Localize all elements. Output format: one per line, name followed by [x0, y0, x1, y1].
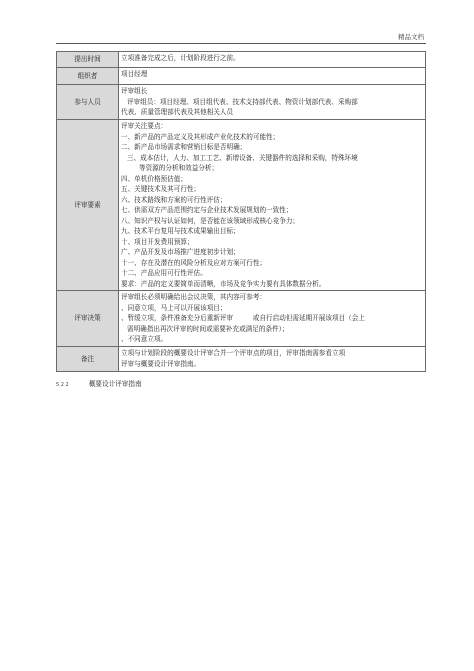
- row-line: 代表、质量管理部代表及其他相关人员: [121, 108, 234, 116]
- row-line: 要求：产品的定义要简单而清晰，市场及竞争实力要有具体数据分析。: [121, 279, 326, 288]
- row-line: 等资源的分析和效益分析；: [139, 164, 219, 172]
- doc-label: 精品文档: [398, 33, 424, 41]
- table-row: [57, 120, 426, 291]
- row-content: [119, 52, 426, 68]
- table-row: [57, 85, 426, 120]
- row-line: 广、产品开发及市场推广进度初步计划；: [121, 248, 240, 256]
- row-content: [119, 347, 426, 372]
- header-rule: [56, 43, 426, 44]
- row-line: 项目经理: [121, 70, 148, 78]
- section-number: 5 2 2: [56, 382, 69, 388]
- review-table: [56, 51, 426, 372]
- row-line: 评审关注要点：: [121, 122, 168, 130]
- row-line: 五、关键技术及其可行性；: [121, 185, 201, 193]
- table-row: [57, 52, 426, 68]
- row-content: [119, 68, 426, 85]
- row-line: 评审与概要设计评审指南。: [121, 359, 201, 368]
- row-line: 评审组长: [121, 87, 148, 95]
- row-line: 一、新产品的产品定义及其形成产业化技术的可能性；: [121, 132, 280, 141]
- row-line: 评审组长必须明确给出会议决策，其内容可参考：: [121, 293, 267, 301]
- row-line: 立项准备完成之后，计划阶段进行之前。: [121, 54, 240, 62]
- row-label: 组织者: [57, 68, 119, 85]
- table-row: [57, 291, 426, 347]
- row-content: [119, 120, 426, 291]
- row-label: 备注: [57, 347, 119, 372]
- row-line: 八、知识产权与认证如何，是否能在该领域形成核心竞争力；: [121, 216, 300, 225]
- row-line: 七、供需双方产品范围约定与企业技术发展规划的一致性；: [121, 206, 293, 214]
- row-content: [119, 291, 426, 347]
- row-line: 九、技术平台复用与技术成果输出目标；: [121, 227, 240, 235]
- row-line: 需明确指出再次评审的时间或需要补充或满足的条件）；: [127, 324, 289, 333]
- row-line: 十二、产品应用可行性评估。: [121, 269, 207, 277]
- row-line: 二、新产品市场需求和营销目标是否明确；: [121, 143, 247, 151]
- row-line: 十、项目开发费用预算；: [121, 237, 194, 246]
- row-line: 评审组员：项目经理、项目组代表、技术支持部代表、物资计划部代表、采购部: [127, 97, 358, 106]
- row-line: 、不同意立项。: [121, 335, 168, 343]
- row-line: 、暂缓立项，条件准备充分后重新评审 或自行启动但需延期开展该项目（会上: [121, 314, 365, 322]
- row-line: 立项与计划阶段的概要设计评审合并一个评审点的项目，评审指南需参看立项: [121, 349, 346, 357]
- section-title: 概要设计评审指南: [88, 380, 142, 388]
- row-content: [119, 85, 426, 120]
- table-row: [57, 347, 426, 372]
- row-label: 参与人员: [57, 85, 119, 120]
- section-footnote: [56, 378, 142, 388]
- row-label: 提出时间: [57, 52, 119, 68]
- row-line: 十一、存在及潜在的风险分析及应对方案可行性；: [121, 258, 267, 267]
- row-label: 评审要素: [57, 120, 119, 291]
- row-line: 、同意立项，马上可以开展该项目；: [121, 303, 227, 312]
- row-line: 四、单机价格预估值；: [121, 174, 187, 183]
- row-line: 六、技术路线和方案的可行性评估；: [121, 195, 227, 204]
- row-line: 三、成本估计，人力、加工工艺、新增设备、关键器件的选择和采购，特殊环境: [127, 153, 358, 162]
- table-row: [57, 68, 426, 85]
- row-label: 评审决策: [57, 291, 119, 347]
